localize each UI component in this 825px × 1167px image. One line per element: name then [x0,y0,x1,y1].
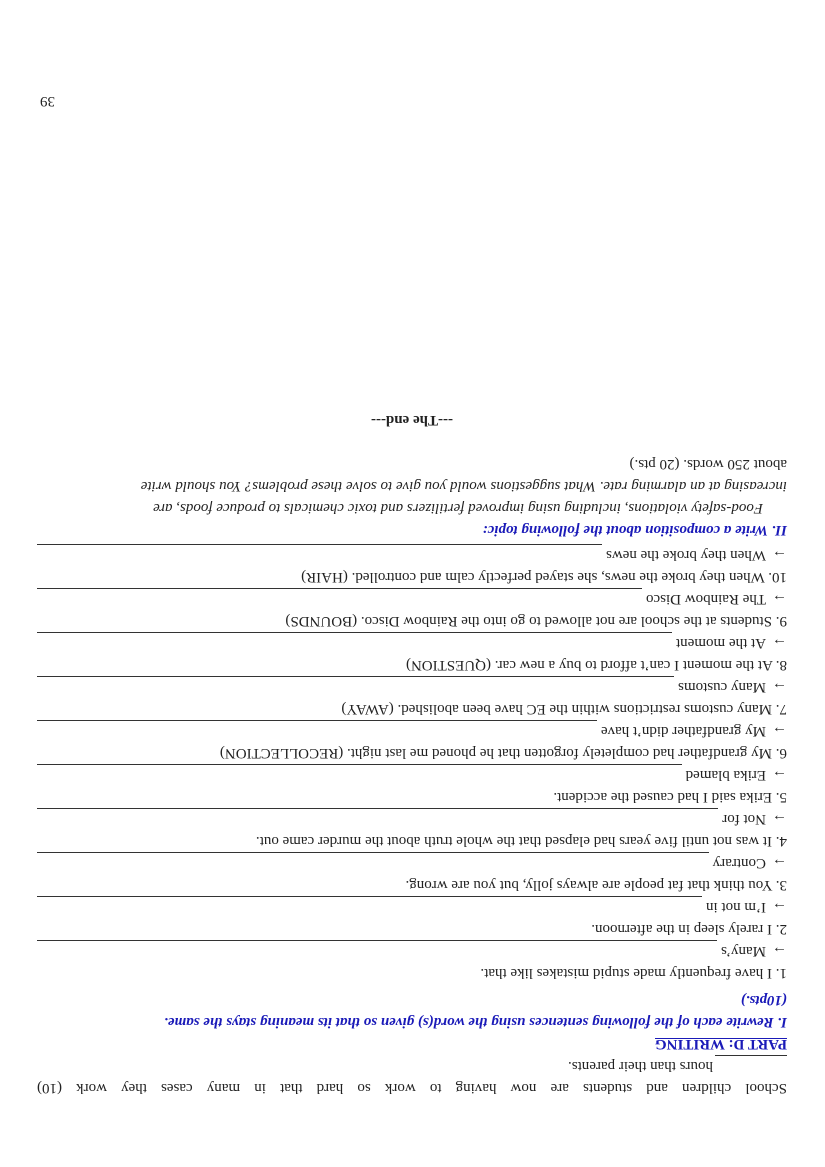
intro-paragraph: School children and students are now having to work so hard that in many cases they work (10) [37,1080,787,1096]
arrow-icon: → [772,591,787,607]
answer-line [37,852,787,874]
answer-blank[interactable] [37,676,674,691]
answer-blank[interactable] [37,764,682,779]
composition-title: II. Write a composition about the following topic: [482,522,787,538]
answer-line [37,720,787,742]
answer-prompt: Not for [722,811,766,827]
answer-prompt: My grandfather didn’t have [600,723,766,739]
answer-blank[interactable] [37,808,718,823]
question-sentence: 8. At the moment I can’t afford to buy a new car. (QUESTION) [405,657,787,673]
answer-prompt: Erika blamed [685,767,766,783]
question-sentence: 4. It was not until five years had elapsed that the whole truth about the murder came out. [255,833,787,849]
arrow-icon: → [772,635,787,651]
part-d-heading: PART D: WRITING [655,1036,787,1052]
answer-prompt: Many customs [678,679,766,695]
composition-line-2: increasing at an alarming rate. What suggestions would you give to solve these problems? You should write [140,478,787,494]
arrow-icon: → [772,899,787,915]
arrow-icon: → [772,679,787,695]
rewrite-title: I. Rewrite each of the following sentences using the word(s) given so that its meaning stays the same. [164,1014,787,1030]
rewrite-points: (10pts.) [740,992,787,1008]
answer-prompt: I’m not in [706,899,766,915]
question-sentence: 6. My grandfather had completely forgotten that he phoned me last night. (RECOLLECTION) [219,745,787,761]
question-sentence: 2. I rarely sleep in the afternoon. [591,921,787,937]
answer-line [37,632,787,654]
answer-blank[interactable] [37,632,672,647]
answer-blank[interactable] [37,544,602,559]
answer-line [37,676,787,698]
page-number: 39 [40,93,55,109]
answer-line [37,764,787,786]
question-sentence: 9. Students at the school are not allowed to go into the Rainbow Disco. (BOUNDS) [285,613,787,629]
question-sentence: 7. Many customs restrictions within the EC have been abolished. (AWAY) [341,701,787,717]
answer-line [37,808,787,830]
question-sentence: 1. I have frequently made stupid mistakes like that. [480,965,787,981]
answer-prompt: The Rainbow Disco [646,591,766,607]
intro-tail [568,1055,787,1077]
the-end-marker: ---The end--- [370,412,454,428]
arrow-icon: → [772,943,787,959]
answer-prompt: Many’s [721,943,766,959]
arrow-icon: → [772,767,787,783]
arrow-icon: → [772,547,787,563]
answer-blank[interactable] [37,720,597,735]
answer-blank[interactable] [715,1055,787,1072]
answer-prompt: Contrary [712,855,766,871]
answer-blank[interactable] [37,588,642,603]
question-sentence: 3. You think that fat people are always jolly, but you are wrong. [405,877,787,893]
composition-line-3: about 250 words. (20 pts.) [629,456,787,472]
answer-line [37,896,787,918]
answer-blank[interactable] [37,940,717,955]
rewrite-instructions [37,1011,787,1033]
answer-prompt: At the moment [676,635,766,651]
answer-blank[interactable] [37,852,709,867]
intro-line2: hours than their parents. [568,1058,713,1074]
question-sentence: 10. When they broke the news, she stayed perfectly calm and controlled. (HAIR) [301,569,787,585]
question-sentence: 5. Erika said I had caused the accident. [553,789,787,805]
arrow-icon: → [772,723,787,739]
answer-blank[interactable] [37,896,702,911]
answer-line [37,544,787,566]
answer-line [37,940,787,962]
answer-prompt: When they broke the news [606,547,766,563]
arrow-icon: → [772,855,787,871]
arrow-icon: → [772,811,787,827]
answer-line [37,588,787,610]
composition-line-1: Food-safety violations, including using improved fertilizers and toxic chemicals to produce foods, are [153,500,763,516]
